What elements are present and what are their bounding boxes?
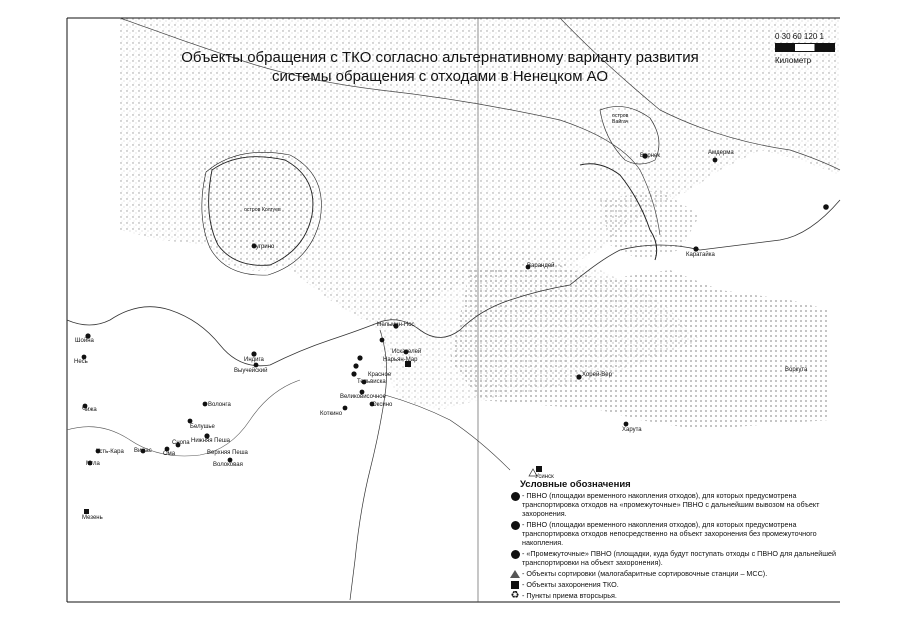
place-label: Бугрино — [252, 244, 275, 250]
place-label: Волонга — [208, 402, 231, 408]
scale-ticks: 0 30 60 120 1 — [775, 32, 824, 41]
dot-icon — [511, 521, 520, 530]
scale-bar — [775, 32, 835, 65]
dot-icon — [511, 492, 520, 501]
place-label: Снопа — [172, 440, 190, 446]
place-label: Мгла — [86, 461, 100, 467]
place-label: Нижняя Пеша — [191, 438, 230, 444]
scale-unit: Километр — [775, 56, 812, 65]
place-label: Усинск — [535, 474, 554, 480]
place-label: Оксино — [372, 402, 393, 408]
dot-icon — [511, 550, 520, 559]
place-label: Варандей — [527, 263, 555, 269]
place-label: Варнек — [640, 153, 660, 159]
place-label: Тельвиска — [357, 379, 386, 385]
place-label: Каратайка — [686, 252, 715, 258]
scale-bar-graphic — [775, 43, 835, 52]
place-label: Искателей — [392, 349, 422, 355]
legend-item: - Объекты захоронения ТКО. — [508, 580, 838, 589]
place-label: остров Вайгач — [612, 113, 629, 125]
square-icon — [511, 581, 519, 589]
place-label: Ома — [163, 451, 176, 457]
place-label: Чижа — [82, 407, 97, 413]
place-label: Усть-Кара — [96, 449, 124, 455]
recycle-icon: ♻ — [510, 590, 520, 601]
legend-heading: Условные обозначения — [520, 479, 631, 490]
place-label: Несь — [74, 359, 88, 365]
place-label: Верхняя Пеша — [207, 450, 248, 456]
place-label: Нарьян-Мар — [383, 357, 418, 363]
triangle-icon — [510, 570, 520, 578]
place-label: Воркута — [785, 367, 808, 373]
place-label: Выучейский — [234, 368, 268, 374]
place-label: Амдерма — [708, 150, 734, 156]
place-label: Харута — [622, 427, 642, 433]
place-label: Хорей-Вер — [582, 372, 612, 378]
place-label: Коткино — [320, 411, 343, 417]
place-label: Мезень — [82, 515, 103, 521]
legend-item: - Объекты сортировки (малогабаритные сортировочные станции – МСС). — [508, 569, 838, 578]
legend-item: - «Промежуточные» ПВНО (площадки, куда будут поступать отходы с ПВНО для дальнейшей транспортировки на объект захоронения). — [508, 549, 838, 567]
map-title: Объекты обращения с ТКО согласно альтернативному варианту развития системы обращения с отходами в Ненецком АО — [181, 49, 699, 85]
place-label: Нельмин-Нос — [377, 322, 415, 328]
place-label: Вижас — [134, 448, 152, 454]
place-label: Красное — [368, 372, 392, 378]
legend-item: - ПВНО (площадки временного накопления отходов), для которых предусмотрена транспортировка отходов непосредственно на объект захоронения без промежуточного накопления. — [508, 520, 838, 547]
map-legend — [508, 480, 838, 602]
place-label: Великовисочное — [340, 394, 386, 400]
place-label: остров Колгуев — [244, 207, 281, 213]
place-label: Индига — [244, 357, 264, 363]
place-label: Шойна — [75, 338, 94, 344]
place-label: Волоковая — [213, 462, 243, 468]
legend-item: ♻ - Пункты приема вторсырья. — [510, 590, 617, 601]
place-label: Белушье — [190, 424, 215, 430]
legend-item: - ПВНО (площадки временного накопления отходов), для которых предусмотрена транспортировка отходов на «промежуточные» ПВНО с дальнейшим вывозом на объект захоронения. — [508, 491, 838, 518]
